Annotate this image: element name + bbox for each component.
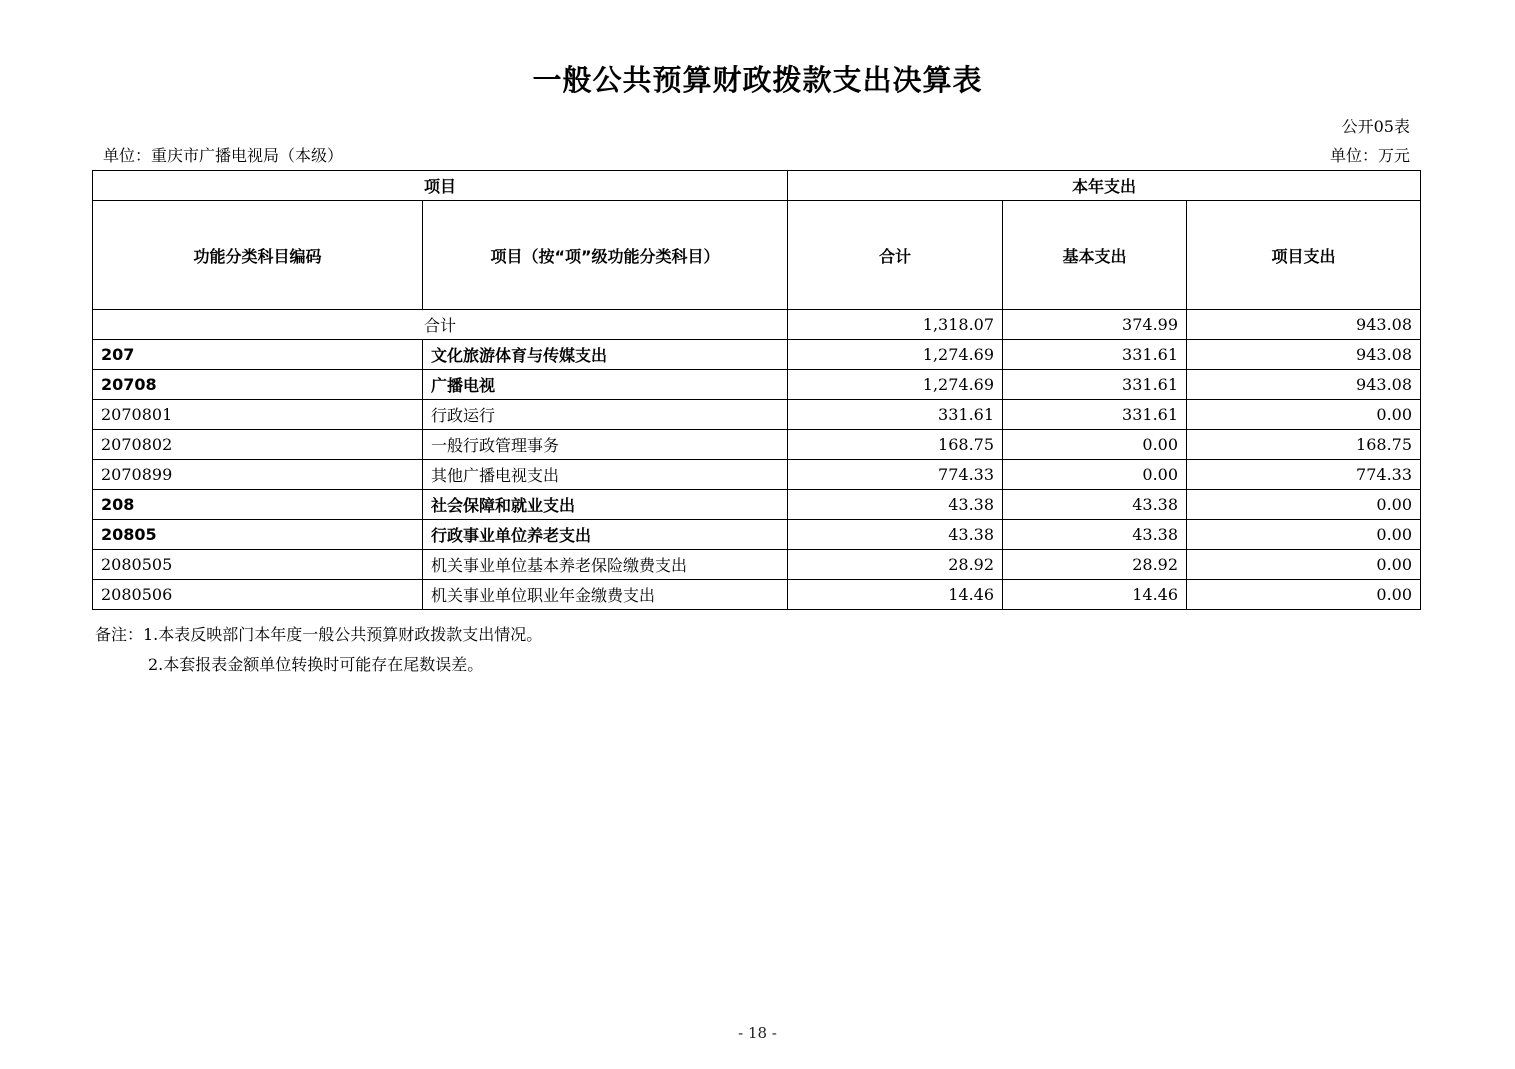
- table-row: [93, 490, 1421, 520]
- header-current-year-expense: 本年支出: [788, 171, 1421, 201]
- header-total: 合计: [788, 201, 1003, 310]
- row-project: 774.33: [1187, 460, 1421, 490]
- row-project: 943.08: [1187, 370, 1421, 400]
- header-project: 项目: [93, 171, 788, 201]
- expenditure-table: [92, 170, 1421, 610]
- row-total: 1,274.69: [788, 370, 1003, 400]
- row-name: 一般行政管理事务: [423, 430, 788, 460]
- row-name: 其他广播电视支出: [423, 460, 788, 490]
- header-row-top: [93, 171, 1421, 201]
- row-code: 20805: [93, 520, 423, 550]
- reporting-unit: 单位：重庆市广播电视局（本级）: [103, 146, 344, 165]
- row-total: 1,274.69: [788, 340, 1003, 370]
- row-total: 14.46: [788, 580, 1003, 610]
- row-name: 机关事业单位基本养老保险缴费支出: [423, 550, 788, 580]
- row-code: 207: [93, 340, 423, 370]
- row-project: 0.00: [1187, 550, 1421, 580]
- row-name: 机关事业单位职业年金缴费支出: [423, 580, 788, 610]
- table-row: [93, 370, 1421, 400]
- row-code: 2080505: [93, 550, 423, 580]
- row-code: 2070801: [93, 400, 423, 430]
- table-row: [93, 400, 1421, 430]
- table-row: [93, 580, 1421, 610]
- row-name: 广播电视: [423, 370, 788, 400]
- row-basic: 331.61: [1003, 340, 1187, 370]
- total-amount: 1,318.07: [788, 310, 1003, 340]
- row-name: 社会保障和就业支出: [423, 490, 788, 520]
- form-number: 公开05表: [1341, 117, 1410, 136]
- row-code: 2070899: [93, 460, 423, 490]
- row-code: 2070802: [93, 430, 423, 460]
- note-line-1: 备注：1.本表反映部门本年度一般公共预算财政拨款支出情况。: [95, 625, 543, 644]
- row-basic: 331.61: [1003, 370, 1187, 400]
- row-total: 43.38: [788, 490, 1003, 520]
- row-project: 0.00: [1187, 490, 1421, 520]
- row-project: 0.00: [1187, 580, 1421, 610]
- header-basic: 基本支出: [1003, 201, 1187, 310]
- table-row: [93, 460, 1421, 490]
- table-row: [93, 520, 1421, 550]
- row-name: 行政事业单位养老支出: [423, 520, 788, 550]
- row-basic: 0.00: [1003, 460, 1187, 490]
- row-total: 28.92: [788, 550, 1003, 580]
- total-row: [93, 310, 1421, 340]
- total-basic: 374.99: [1003, 310, 1187, 340]
- header-name: 项目（按“项”级功能分类科目）: [423, 201, 788, 310]
- row-project: 0.00: [1187, 400, 1421, 430]
- table-row: [93, 340, 1421, 370]
- row-basic: 43.38: [1003, 520, 1187, 550]
- row-total: 331.61: [788, 400, 1003, 430]
- table-row: [93, 550, 1421, 580]
- notes: [95, 620, 542, 680]
- row-basic: 0.00: [1003, 430, 1187, 460]
- page-number: - 18 -: [738, 1024, 777, 1042]
- row-code: 2080506: [93, 580, 423, 610]
- row-project: 168.75: [1187, 430, 1421, 460]
- row-project: 943.08: [1187, 340, 1421, 370]
- row-name: 行政运行: [423, 400, 788, 430]
- row-total: 43.38: [788, 520, 1003, 550]
- row-code: 20708: [93, 370, 423, 400]
- row-name: 文化旅游体育与传媒支出: [423, 340, 788, 370]
- currency-unit: 单位：万元: [1329, 146, 1410, 165]
- row-total: 168.75: [788, 430, 1003, 460]
- row-basic: 14.46: [1003, 580, 1187, 610]
- note-line-2: 2.本套报表金额单位转换时可能存在尾数误差。: [148, 655, 484, 674]
- row-code: 208: [93, 490, 423, 520]
- row-basic: 331.61: [1003, 400, 1187, 430]
- row-total: 774.33: [788, 460, 1003, 490]
- header-row-columns: [93, 201, 1421, 310]
- header-code: 功能分类科目编码: [93, 201, 423, 310]
- document-title: 一般公共预算财政拨款支出决算表: [532, 63, 983, 97]
- table-row: [93, 430, 1421, 460]
- total-project: 943.08: [1187, 310, 1421, 340]
- row-basic: 43.38: [1003, 490, 1187, 520]
- row-project: 0.00: [1187, 520, 1421, 550]
- header-project-expense: 项目支出: [1187, 201, 1421, 310]
- row-basic: 28.92: [1003, 550, 1187, 580]
- total-label: 合计: [93, 310, 788, 340]
